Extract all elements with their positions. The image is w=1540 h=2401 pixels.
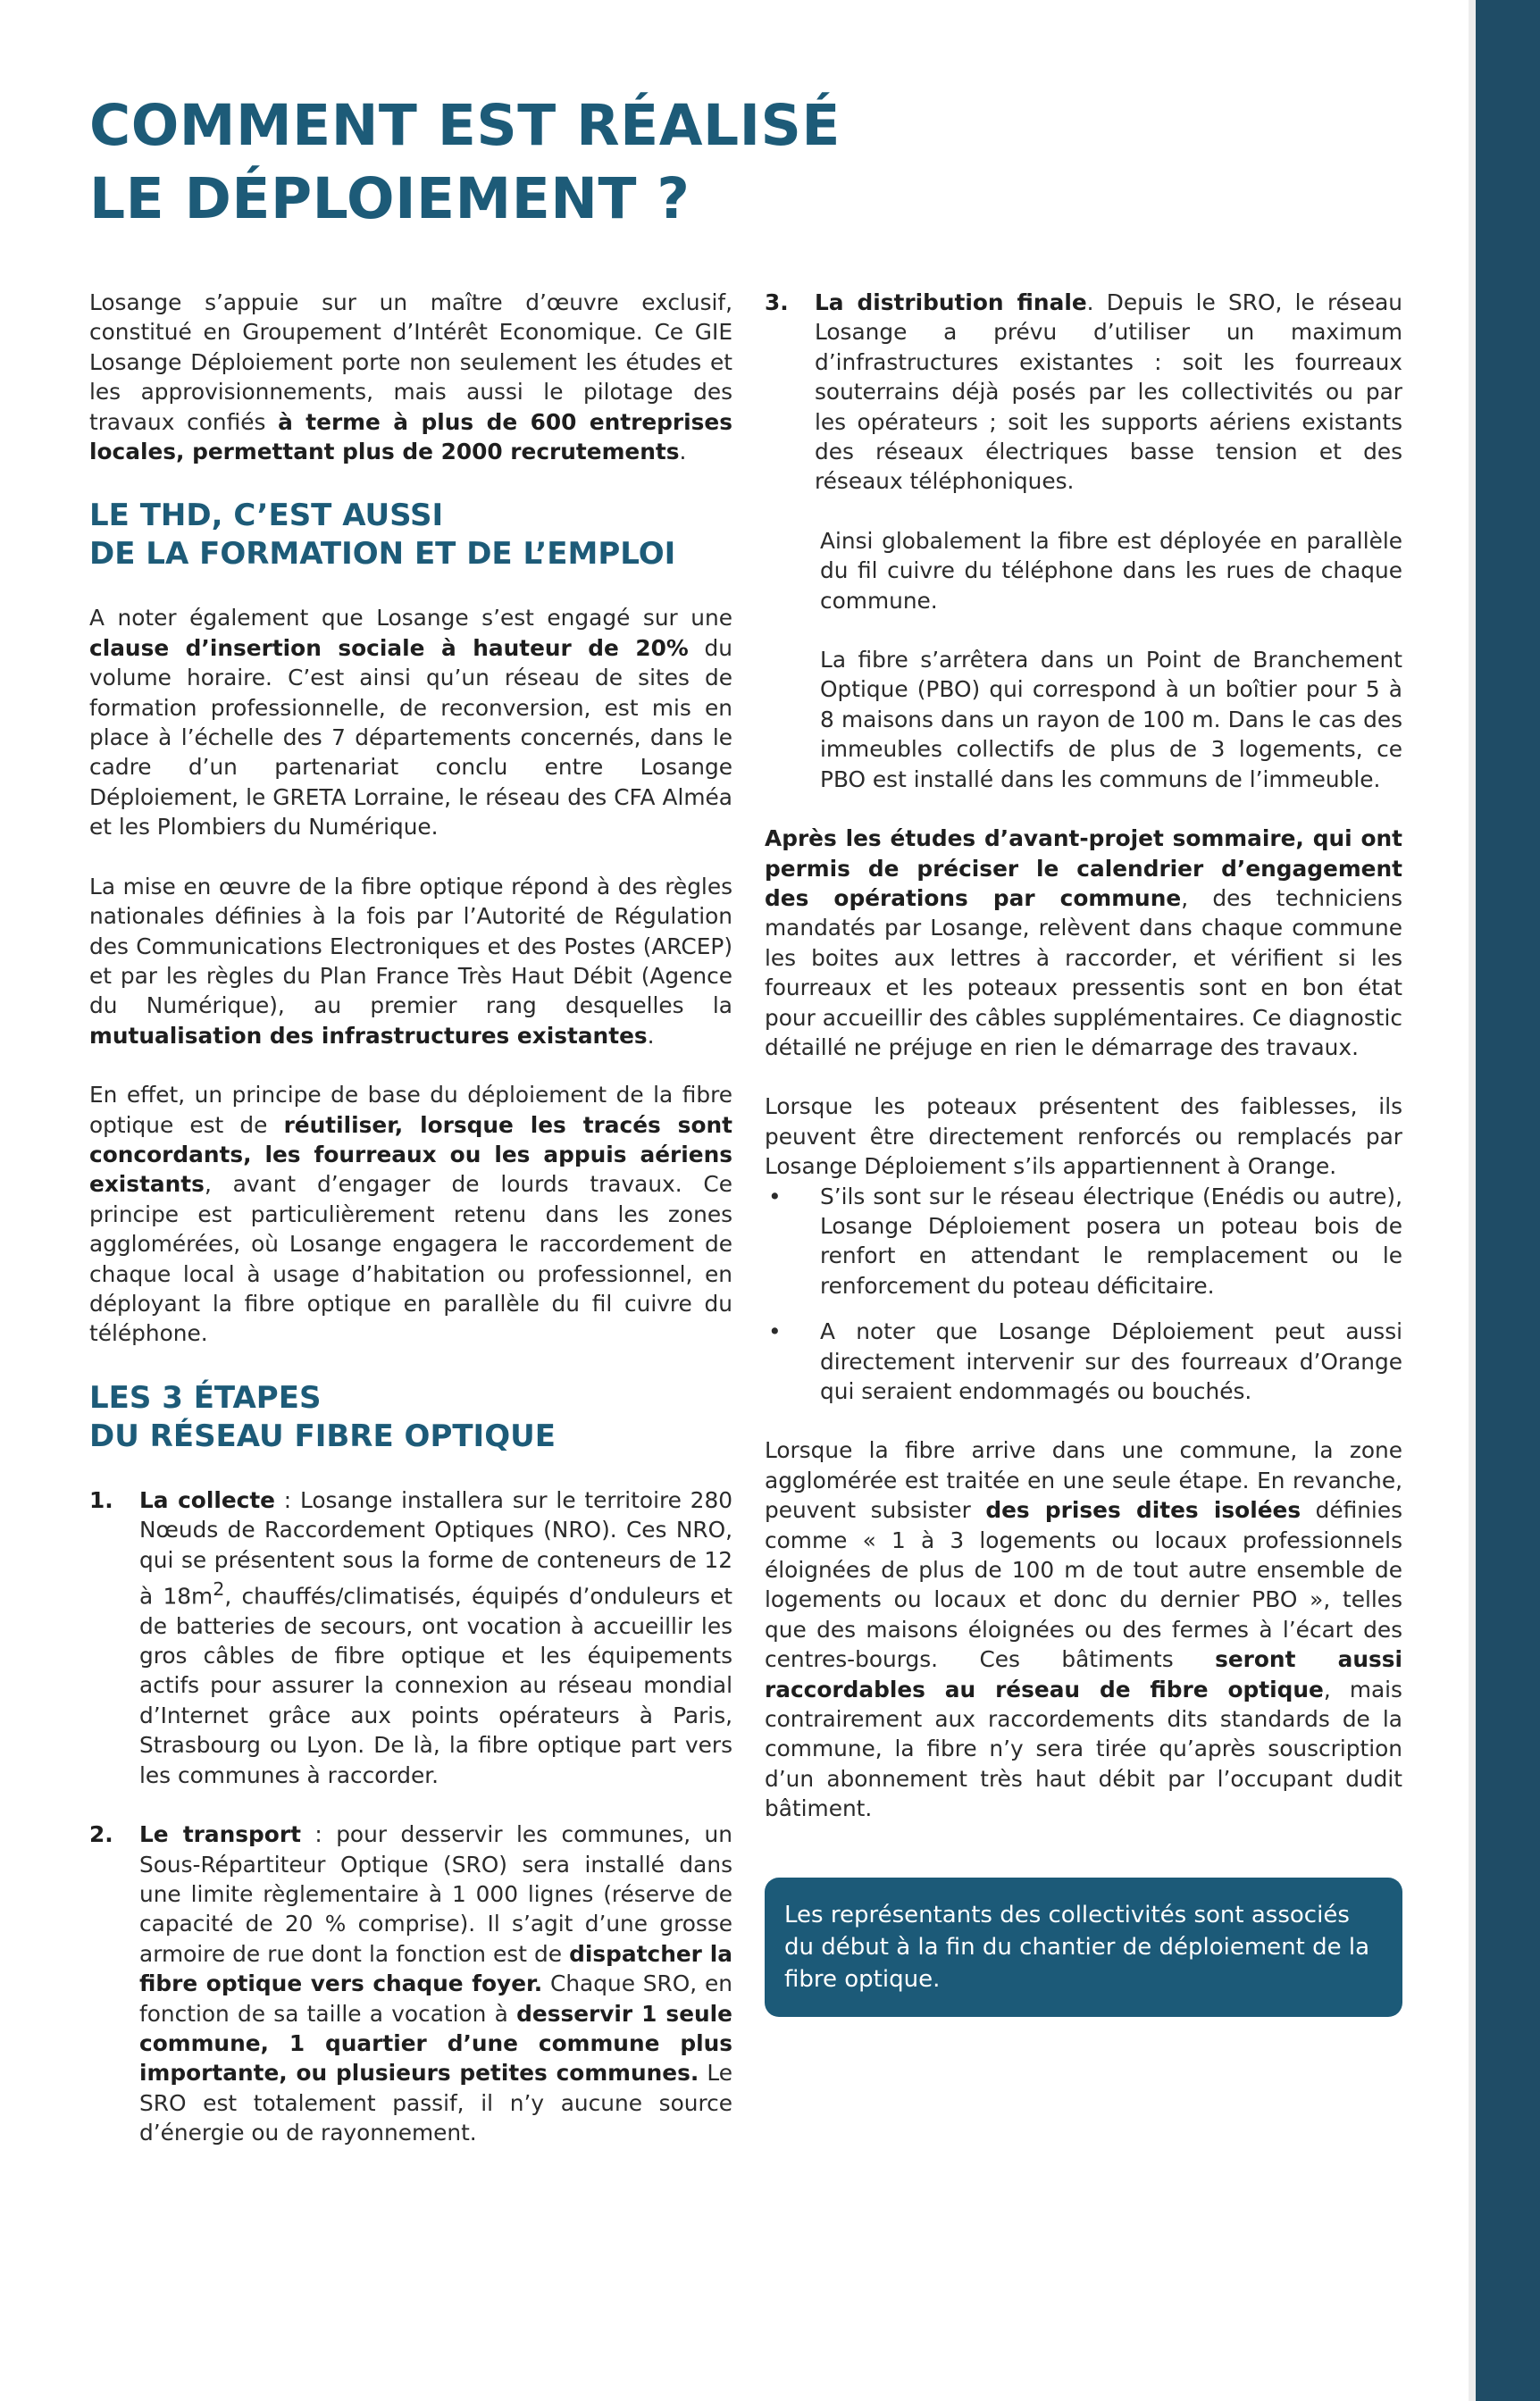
intro-text: Losange s’appuie sur un maître d’œuvre exclusif, constitué en Groupement d’Intérêt Economique. Ce GIE Losange Déploiement porte non seulement les études et les approvisionnements, mais aussi le pilotage des travaux confiés — [89, 289, 732, 435]
step-number: 2. — [89, 1821, 113, 1848]
step-number: 1. — [89, 1486, 113, 1513]
steps-list — [89, 1485, 732, 2148]
section-heading-thd — [89, 497, 732, 573]
bullet-icon: • — [768, 1318, 782, 1345]
right-column — [765, 288, 1402, 2017]
callout-box: Les représentants des collectivités sont associés du début à la fin du chantier de déploiement de la fibre optique. — [765, 1878, 1402, 2017]
distribution-paragraph-3: La fibre s’arrêtera dans un Point de Branchement Optique (PBO) qui correspond à un boîtier pour 5 à 8 maisons dans un rayon de 100 m. Dans le cas des immeubles collectifs de plus de 3 logements, ce PBO est installé dans les communs de l’immeuble. — [820, 647, 1402, 792]
thd-paragraph-1: A noter également que Losange s’est engagé sur une clause d’insertion sociale à hauteur de 20% du volume horaire. C’est ainsi qu’un réseau de sites de formation professionnelle, de reconversion, est mis en place à l’échelle des 7 départements concernés, dans le cadre d’un partenariat conclu entre Losange Déploiement, le GRETA Lorraine, le réseau des CFA Alméa et les Plombiers du Numérique. — [89, 605, 732, 841]
intro-text-end: . — [679, 439, 687, 465]
section-heading-etapes — [89, 1379, 732, 1456]
step-transport: 2. Le transport : pour desservir les communes, un Sous-Répartiteur Optique (SRO) sera installé dans une limite règlementaire à 1 000 lignes (réserve de capacité de 20 % comprise). Il s’agit d’une grosse armoire de rue dont la fonction est de dispatcher la fibre optique vers chaque foyer. Chaque SRO, en fonction de sa taille a vocation à desservir 1 seule commune, 1 quartier d’une commune plus importante, ou plusieurs petites communes. Le SRO est totalement passif, il n’y aucune source d’énergie ou de rayonnement. — [89, 1821, 732, 2146]
intro-paragraph — [89, 288, 732, 466]
step-label: La distribution finale — [815, 289, 1087, 315]
page-title-line1: COMMENT EST RÉALISÉ — [89, 93, 841, 158]
left-column — [89, 288, 732, 2148]
step-label: La collecte — [139, 1486, 276, 1513]
thd-paragraph-2: La mise en œuvre de la fibre optique répond à des règles nationales définies à la fois par l’Autorité de Régulation des Communications Electroniques et des Postes (ARCEP) et par les règles du Plan France Très Haut Débit (Agence du Numérique), au premier rang desquelles la mutualisation des infrastructures existantes. — [89, 873, 732, 1049]
thd-paragraph-3: En effet, un principe de base du déploiement de la fibre optique est de réutiliser, lorsque les tracés sont concordants, les fourreaux ou les appuis aériens existants, avant d’engager de lourds travaux. Ce principe est particulièrement retenu dans les zones agglomérées, où Losange engagera le raccordement de chaque local à usage d’habitation ou professionnel, en déployant la fibre optique en parallèle du fil cuivre du téléphone. — [89, 1082, 732, 1347]
step-label: Le transport — [139, 1821, 301, 1848]
step-collecte: 1. La collecte : Losange installera sur le territoire 280 Nœuds de Raccordement Optiques (NRO). Ces NRO, qui se présentent sous la forme de conteneurs de 12 à $18m^2$, chauffés/climatisés, équipés d’onduleurs et de batteries de secours, ont vocation à accueillir les gros câbles de fibre optique et les équipements actifs pour assurer la connexion au réseau mondial d’Internet grâce aux points opérateurs à Paris, Strasbourg ou Lyon. De là, la fibre optique part vers les communes à raccorder. — [89, 1486, 733, 1788]
distribution-paragraph-2: Ainsi globalement la fibre est déployée en parallèle du fil cuivre du téléphone dans les rues de chaque commune. — [820, 527, 1402, 614]
bullet-list — [765, 1182, 1402, 1407]
isolees-paragraph: Lorsque la fibre arrive dans une commune, la zone agglomérée est traitée en une seule étape. En revanche, peuvent subsister des prises dites isolées définies comme « 1 à 3 logements ou locaux professionnels éloignées de plus de 100 m de tout autre ensemble de logements ou locaux et donc du dernier PBO », telles que des maisons éloignées ou des fermes à l’écart des centres-bourgs. Ces bâtiments seront aussi raccordables au réseau de fibre optique, mais contrairement aux raccordements dits standards de la commune, la fibre n’y sera tirée qu’après souscription d’un abonnement très haut débit par l’occupant dudit bâtiment. — [765, 1437, 1402, 1822]
page-edge-line — [1469, 0, 1476, 2401]
etudes-paragraph: Après les études d’avant-projet sommaire, qui ont permis de préciser le calendrier d’engagement des opérations par commune, des techniciens mandatés par Losange, relèvent dans chaque commune les boites aux lettres à raccorder, et vérifient si les fourreaux et les poteaux pressentis sont en bon état pour accueillir des câbles supplémentaires. Ce diagnostic détaillé ne préjuge en rien le démarrage des travaux. — [765, 825, 1402, 1060]
bullet-item: • S’ils sont sur le réseau électrique (Enédis ou autre), Losange Déploiement posera un poteau bois de renfort en attendant le remplacement ou le renforcement du poteau déficitaire. — [768, 1183, 1402, 1299]
poteaux-paragraph: Lorsque les poteaux présentent des faiblesses, ils peuvent être directement renforcés ou remplacés par Losange Déploiement s’ils appartiennent à Orange. — [765, 1093, 1402, 1180]
section-heading-thd-line2: DE LA FORMATION ET DE L’EMPLOI — [89, 536, 676, 573]
superscript: 2 — [213, 1578, 225, 1600]
bullet-icon: • — [768, 1183, 782, 1209]
steps-list-continued — [765, 288, 1402, 497]
intro-bold: à terme à plus de 600 entreprises locales, permettant plus de 2000 recrutements — [89, 408, 733, 465]
step-number: 3. — [765, 289, 789, 315]
page-title-line2: LE DÉPLOIEMENT ? — [89, 166, 690, 231]
section-heading-etapes-line1: LES 3 ÉTAPES — [89, 1379, 322, 1416]
page-edge-bar — [1476, 0, 1540, 2401]
bullet-item: • A noter que Losange Déploiement peut aussi directement intervenir sur des fourreaux d’Orange qui seraient endommagés ou bouchés. — [768, 1318, 1402, 1404]
section-heading-etapes-line2: DU RÉSEAU FIBRE OPTIQUE — [89, 1418, 556, 1454]
page-title — [89, 89, 983, 236]
step-distribution: 3. La distribution finale. Depuis le SRO, le réseau Losange a prévu d’utiliser un maximum d’infrastructures existantes : soit les fourreaux souterrains déjà posés par les collectivités ou par les opérateurs ; soit les supports aériens existants des réseaux électriques basse tension et des réseaux téléphoniques. — [765, 289, 1402, 495]
section-heading-thd-line1: LE THD, C’EST AUSSI — [89, 498, 444, 534]
